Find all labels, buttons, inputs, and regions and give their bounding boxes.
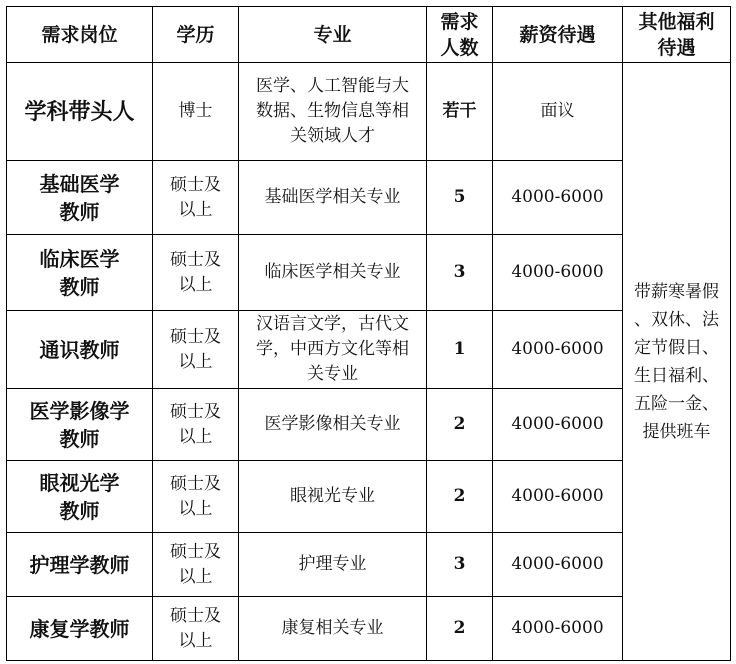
- position-cell: 护理学教师: [7, 533, 153, 597]
- header-count: 需求 人数: [427, 7, 493, 63]
- header-position: 需求岗位: [7, 7, 153, 63]
- major-cell: 眼视光专业: [239, 461, 427, 533]
- major-cell: 康复相关专业: [239, 597, 427, 661]
- position-cell: 眼视光学 教师: [7, 461, 153, 533]
- table-row: [7, 161, 731, 235]
- salary-cell: 4000-6000: [493, 389, 623, 461]
- major-cell: 基础医学相关专业: [239, 161, 427, 235]
- count-cell: 3: [427, 235, 493, 311]
- education-cell: 硕士及 以上: [153, 311, 239, 389]
- major-cell: 医学影像相关专业: [239, 389, 427, 461]
- position-cell: 康复学教师: [7, 597, 153, 661]
- table-row: [7, 235, 731, 311]
- table-header-row: [7, 7, 731, 63]
- position-cell: 通识教师: [7, 311, 153, 389]
- header-major: 专业: [239, 7, 427, 63]
- major-cell: 护理专业: [239, 533, 427, 597]
- count-cell: 1: [427, 311, 493, 389]
- education-cell: 硕士及 以上: [153, 597, 239, 661]
- education-cell: 硕士及 以上: [153, 161, 239, 235]
- recruitment-table: [6, 6, 731, 661]
- education-cell: 硕士及 以上: [153, 461, 239, 533]
- education-cell: 硕士及 以上: [153, 533, 239, 597]
- benefits-cell: 带薪寒暑假 、双休、法 定节假日、 生日福利、 五险一金、 提供班车: [623, 63, 731, 661]
- count-cell: 3: [427, 533, 493, 597]
- salary-cell: 4000-6000: [493, 161, 623, 235]
- table-row: [7, 461, 731, 533]
- count-cell: 2: [427, 597, 493, 661]
- table-row: [7, 597, 731, 661]
- education-cell: 博士: [153, 63, 239, 161]
- position-cell: 医学影像学 教师: [7, 389, 153, 461]
- salary-cell: 面议: [493, 63, 623, 161]
- table-row: [7, 533, 731, 597]
- salary-cell: 4000-6000: [493, 461, 623, 533]
- position-cell: 基础医学 教师: [7, 161, 153, 235]
- table-row: [7, 63, 731, 161]
- major-cell: 临床医学相关专业: [239, 235, 427, 311]
- education-cell: 硕士及 以上: [153, 235, 239, 311]
- salary-cell: 4000-6000: [493, 235, 623, 311]
- header-salary: 薪资待遇: [493, 7, 623, 63]
- position-cell: 学科带头人: [7, 63, 153, 161]
- education-cell: 硕士及 以上: [153, 389, 239, 461]
- major-cell: 汉语言文学，古代文 学，中西方文化等相 关专业: [239, 311, 427, 389]
- salary-cell: 4000-6000: [493, 597, 623, 661]
- salary-cell: 4000-6000: [493, 533, 623, 597]
- table-row: [7, 389, 731, 461]
- position-cell: 临床医学 教师: [7, 235, 153, 311]
- count-cell: 5: [427, 161, 493, 235]
- header-education: 学历: [153, 7, 239, 63]
- major-cell: 医学、人工智能与大 数据、生物信息等相 关领域人才: [239, 63, 427, 161]
- count-cell: 2: [427, 461, 493, 533]
- count-cell: 2: [427, 389, 493, 461]
- salary-cell: 4000-6000: [493, 311, 623, 389]
- table-row: [7, 311, 731, 389]
- count-cell: 若干: [427, 63, 493, 161]
- header-benefits: 其他福利 待遇: [623, 7, 731, 63]
